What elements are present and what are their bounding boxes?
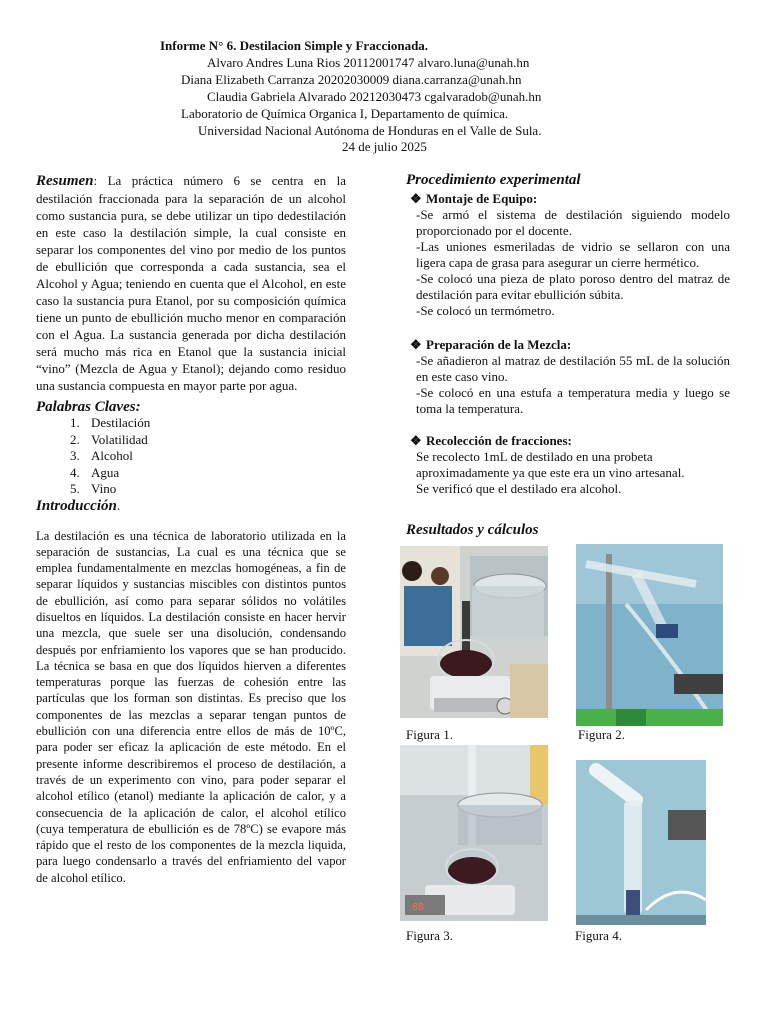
figure-1-photo (400, 546, 548, 718)
procedure-step: Se verificó que el destilado era alcohol. (416, 481, 622, 496)
procedure-step: -Se armó el sistema de destilación siguiendo modelo proporcionado por el docente. (416, 207, 730, 238)
diamond-bullet-icon: ❖ (410, 337, 422, 352)
introduction-heading: Introducción (36, 497, 117, 514)
keywords-list (36, 415, 346, 498)
diamond-bullet-icon: ❖ (410, 191, 422, 206)
procedure-step: -Se colocó en una estufa a temperatura media y luego se toma la temperatura. (416, 385, 730, 416)
author-line-3: Claudia Gabriela Alvarado 20212030473 cgalvaradob@unah.hn (207, 89, 542, 104)
introduction-heading-period: . (116, 497, 121, 513)
keyword-item: 4. Agua (83, 465, 346, 482)
section-title: Preparación de la Mezcla: (426, 337, 572, 352)
figure-2-caption: Figura 2. (578, 727, 625, 742)
procedure-step: -Se añadieron al matraz de destilación 55 mL de la solución en este caso vino. (416, 353, 730, 384)
author-line-2: Diana Elizabeth Carranza 20202030009 diana.carranza@unah.hn (181, 72, 522, 87)
keyword-item: 5. Vino (83, 481, 346, 498)
figure-3-caption: Figura 3. (406, 928, 453, 943)
right-column (406, 172, 730, 497)
figure-1-caption: Figura 1. (406, 727, 453, 742)
procedure-section-mixture (406, 337, 730, 417)
procedure-section-fractions (406, 433, 730, 497)
procedure-step: -Las uniones esmeriladas de vidrio se sellaron con una ligera capa de grasa para asegurar un cierre hermético. (416, 239, 730, 270)
abstract (36, 172, 346, 394)
procedure-heading: Procedimiento experimental (406, 172, 581, 188)
lab-affiliation: Laboratorio de Química Organica I, Departamento de química. (181, 106, 509, 121)
keywords-heading: Palabras Claves: (36, 399, 141, 415)
svg-text:88: 88 (412, 902, 425, 913)
keyword-item: 2. Volatilidad (83, 432, 346, 449)
introduction-text: La destilación es una técnica de laboratorio utilizada en la separación de sustancias, La cual es una técnica que se emplea fundamentalmente en mezclas homogéneas, a fin de separar líquidos y sustancias miscibles con distintos puntos de ebullición, así como para separar sólidos no volátiles disueltos en líquidos. La destilación consiste en hacer hervir una mezcla, que suele ser una disolución, condensando después por enfriamiento los vapores que se han producido. La técnica se basa en que dos líquidos hierven a diferentes temperaturas porque las fuerzas de cohesión entre las partículas que los forman son distintas. Es preciso que los componentes de las mezclas a separar tengan puntos de ebullición con una diferencia entre ellos de más de 10ºC, para poder ser eficaz la aplicación de este método. En el presente informe describiremos el proceso de destilación, a través de un experimento con vino, para poder separar el alcohol etílico (etanol) mediante la aplicación de calor, y a consecuencia de la aplicación de calor, el alcohol etílico (cuya temperatura de ebullición es de 78ºC) se evapore más rápido que el resto de los componentes de la mezcla liquida, para luego condensarlo a través del enfriamiento del vapor de alcohol etílico. (36, 528, 346, 885)
university: Universidad Nacional Autónoma de Honduras en el Valle de Sula. (198, 123, 542, 138)
keyword-item: 3. Alcohol (83, 448, 346, 465)
figure-2-photo (576, 544, 723, 726)
procedure-step: -Se colocó un termómetro. (416, 303, 555, 318)
results-heading: Resultados y cálculos (406, 522, 539, 538)
abstract-heading: Resumen (36, 173, 94, 189)
procedure-section-equipment (406, 191, 730, 319)
procedure-step: -Se colocó una pieza de plato poroso dentro del matraz de destilación para evitar ebullición súbita. (416, 271, 730, 302)
section-title: Montaje de Equipo: (426, 191, 538, 206)
diamond-bullet-icon: ❖ (410, 433, 422, 448)
paper-title: Informe N° 6. Destilacion Simple y Fraccionada. (160, 38, 429, 53)
figure-3-photo (400, 745, 548, 921)
abstract-text: : La práctica número 6 se centra en la destilación fraccionada para la separación de un alcohol como sustancia pura, se debe utilizar un tipo dedestilación en este caso la destilación simple, la cual consiste en separar los componentes del vino por medio de los puntos de ebullición que corresponda a cada sustancia, sea el Alcohol y Agua; teniendo en cuenta que el Alcohol, en este caso la sustancia pura Etanol, por su composición química tiene un punto de ebullición mucho menor en comparación con el Agua. La sustancia generada por dicha destilación será mucho más rica en Etanol que la sustancia inicial “vino” (Mezcla de Agua y Etanol); dejando como residuo una sustancia compuesta en mayor parte por agua. (36, 173, 346, 393)
figure-4-photo (576, 760, 706, 925)
author-line-1: Alvaro Andres Luna Rios 20112001747 alvaro.luna@unah.hn (207, 55, 530, 70)
keyword-item: 1. Destilación (83, 415, 346, 432)
procedure-step: Se recolecto 1mL de destilado en una probeta aproximadamente ya que este era un vino artesanal. (416, 449, 685, 480)
figure-4-caption: Figura 4. (575, 928, 622, 943)
introduction-heading-row (36, 498, 346, 514)
report-date: 24 de julio 2025 (342, 139, 427, 154)
left-column (36, 172, 346, 886)
section-title: Recolección de fracciones: (426, 433, 572, 448)
